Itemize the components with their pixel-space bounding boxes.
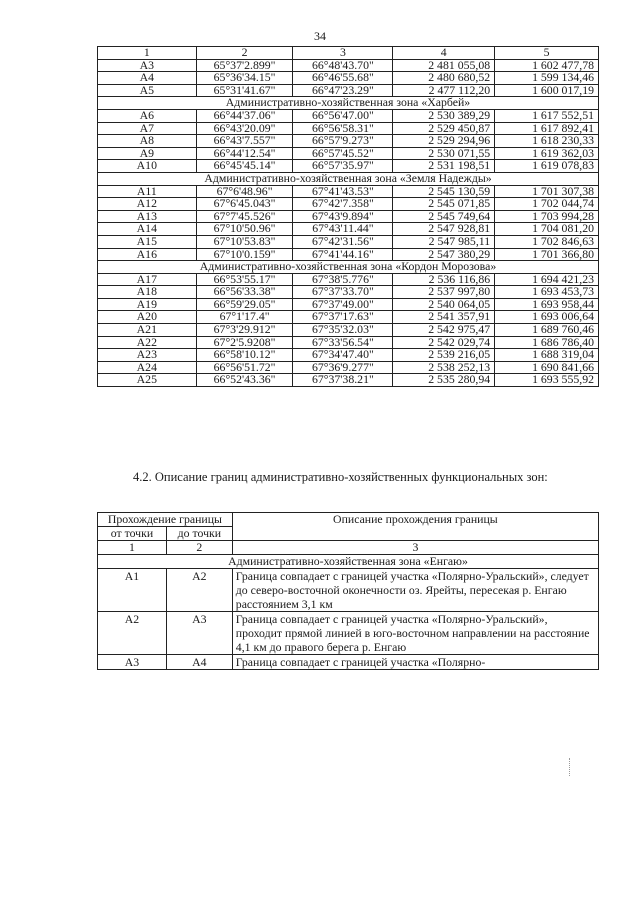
border-description: Граница совпадает с границей участка «Полярно-Уральский», следует до северо-восточной оконечности оз. Ярейты, пересекая р. Енгаю расстоянием 3,1 км xyxy=(232,569,598,612)
point-label: A17 xyxy=(98,273,197,286)
y-coordinate: 1 693 555,92 xyxy=(495,374,599,387)
longitude: 67°41'44.16" xyxy=(293,248,393,261)
point-label: A13 xyxy=(98,210,197,223)
longitude: 67°43'11.44" xyxy=(293,223,393,236)
x-coordinate: 2 547 928,81 xyxy=(393,223,495,236)
y-coordinate: 1 702 044,74 xyxy=(495,198,599,211)
y-coordinate: 1 701 307,38 xyxy=(495,185,599,198)
latitude: 66°58'10.12" xyxy=(196,349,293,362)
x-coordinate: 2 540 064,05 xyxy=(393,298,495,311)
x-coordinate: 2 538 252,13 xyxy=(393,361,495,374)
section-heading: 4.2. Описание границ административно-хозяйственных функциональных зон: xyxy=(133,470,548,484)
latitude: 67°7'45.526" xyxy=(196,210,293,223)
border-description: Граница совпадает с границей участка «Полярно-Уральский», проходит прямой линией в юго-восточном направлении на расстояние 4,1 км до правого берега р. Енгаю xyxy=(232,612,598,655)
col-number: 2 xyxy=(166,541,232,555)
latitude: 67°10'0.159" xyxy=(196,248,293,261)
longitude: 66°48'43.70" xyxy=(293,59,393,72)
y-coordinate: 1 693 958,44 xyxy=(495,298,599,311)
x-coordinate: 2 547 380,29 xyxy=(393,248,495,261)
col-number: 3 xyxy=(232,541,598,555)
latitude: 66°52'43.36" xyxy=(196,374,293,387)
point-label: A12 xyxy=(98,198,197,211)
x-coordinate: 2 529 450,87 xyxy=(393,122,495,135)
point-label: A8 xyxy=(98,135,197,148)
longitude: 67°42'7.358" xyxy=(293,198,393,211)
coordinates-table xyxy=(97,46,599,387)
header-description: Описание прохождения границы xyxy=(232,513,598,541)
to-point: A4 xyxy=(166,655,232,670)
x-coordinate: 2 530 071,55 xyxy=(393,147,495,160)
y-coordinate: 1 617 552,51 xyxy=(495,109,599,122)
column-number: 1 xyxy=(98,47,197,60)
x-coordinate: 2 477 112,20 xyxy=(393,84,495,97)
table-row xyxy=(98,569,599,612)
from-point: A2 xyxy=(98,612,167,655)
y-coordinate: 1 619 362,03 xyxy=(495,147,599,160)
table-row xyxy=(98,612,599,655)
latitude: 66°43'7.557" xyxy=(196,135,293,148)
point-label: A4 xyxy=(98,72,197,85)
y-coordinate: 1 701 366,80 xyxy=(495,248,599,261)
longitude: 67°42'31.56" xyxy=(293,235,393,248)
latitude: 67°6'45.043" xyxy=(196,198,293,211)
longitude: 66°57'45.52" xyxy=(293,147,393,160)
x-coordinate: 2 545 749,64 xyxy=(393,210,495,223)
point-label: A11 xyxy=(98,185,197,198)
x-coordinate: 2 541 357,91 xyxy=(393,311,495,324)
latitude: 67°1'17.4" xyxy=(196,311,293,324)
longitude: 67°37'38.21" xyxy=(293,374,393,387)
point-label: A16 xyxy=(98,248,197,261)
table-row xyxy=(98,655,599,670)
longitude: 66°57'35.97" xyxy=(293,160,393,173)
latitude: 66°44'12.54" xyxy=(196,147,293,160)
zone-title: Административно-хозяйственная зона «Харбей» xyxy=(98,97,599,110)
header-to-point: до точки xyxy=(166,527,232,541)
point-label: A23 xyxy=(98,349,197,362)
y-coordinate: 1 602 477,78 xyxy=(495,59,599,72)
border-table-header-row xyxy=(98,513,599,527)
y-coordinate: 1 694 421,23 xyxy=(495,273,599,286)
y-coordinate: 1 690 841,66 xyxy=(495,361,599,374)
latitude: 67°3'29.912" xyxy=(196,324,293,337)
from-point: A3 xyxy=(98,655,167,670)
y-coordinate: 1 688 319,04 xyxy=(495,349,599,362)
longitude: 66°46'55.68" xyxy=(293,72,393,85)
point-label: A3 xyxy=(98,59,197,72)
column-number: 5 xyxy=(495,47,599,60)
zone-title-row xyxy=(98,555,599,569)
x-coordinate: 2 542 975,47 xyxy=(393,324,495,337)
x-coordinate: 2 530 389,29 xyxy=(393,109,495,122)
point-label: A19 xyxy=(98,298,197,311)
point-label: A5 xyxy=(98,84,197,97)
longitude: 67°41'43.53" xyxy=(293,185,393,198)
y-coordinate: 1 693 006,64 xyxy=(495,311,599,324)
y-coordinate: 1 704 081,20 xyxy=(495,223,599,236)
header-from-point: от точки xyxy=(98,527,167,541)
column-number: 4 xyxy=(393,47,495,60)
point-label: A22 xyxy=(98,336,197,349)
border-description: Граница совпадает с границей участка «Полярно- xyxy=(232,655,598,670)
x-coordinate: 2 481 055,08 xyxy=(393,59,495,72)
y-coordinate: 1 600 017,19 xyxy=(495,84,599,97)
latitude: 66°56'33.38" xyxy=(196,286,293,299)
y-coordinate: 1 619 078,83 xyxy=(495,160,599,173)
longitude: 67°36'9.277" xyxy=(293,361,393,374)
point-label: A9 xyxy=(98,147,197,160)
point-label: A18 xyxy=(98,286,197,299)
page-number: 34 xyxy=(314,29,326,43)
latitude: 66°43'20.09" xyxy=(196,122,293,135)
longitude: 67°35'32.03" xyxy=(293,324,393,337)
x-coordinate: 2 536 116,86 xyxy=(393,273,495,286)
x-coordinate: 2 537 997,80 xyxy=(393,286,495,299)
point-label: A25 xyxy=(98,374,197,387)
longitude: 67°37'33.70" xyxy=(293,286,393,299)
zone-title: Административно-хозяйственная зона «Земля Надежды» xyxy=(98,172,599,185)
point-label: A6 xyxy=(98,109,197,122)
latitude: 67°2'5.9208" xyxy=(196,336,293,349)
header-passage: Прохождение границы xyxy=(98,513,233,527)
y-coordinate: 1 702 846,63 xyxy=(495,235,599,248)
margin-mark xyxy=(569,758,572,776)
x-coordinate: 2 539 216,05 xyxy=(393,349,495,362)
x-coordinate: 2 480 680,52 xyxy=(393,72,495,85)
longitude: 66°56'58.31" xyxy=(293,122,393,135)
zone-title: Административно-хозяйственная зона «Кордон Морозова» xyxy=(98,261,599,274)
y-coordinate: 1 686 786,40 xyxy=(495,336,599,349)
point-label: A24 xyxy=(98,361,197,374)
x-coordinate: 2 531 198,51 xyxy=(393,160,495,173)
border-table-number-row xyxy=(98,541,599,555)
y-coordinate: 1 693 453,73 xyxy=(495,286,599,299)
x-coordinate: 2 529 294,96 xyxy=(393,135,495,148)
zone-title: Административно-хозяйственная зона «Енгаю» xyxy=(98,555,599,569)
latitude: 67°10'53.83" xyxy=(196,235,293,248)
to-point: A2 xyxy=(166,569,232,612)
from-point: A1 xyxy=(98,569,167,612)
latitude: 65°37'2.899" xyxy=(196,59,293,72)
latitude: 66°59'29.05" xyxy=(196,298,293,311)
longitude: 67°38'5.776" xyxy=(293,273,393,286)
x-coordinate: 2 535 280,94 xyxy=(393,374,495,387)
longitude: 66°56'47.00" xyxy=(293,109,393,122)
y-coordinate: 1 599 134,46 xyxy=(495,72,599,85)
point-label: A15 xyxy=(98,235,197,248)
x-coordinate: 2 545 130,59 xyxy=(393,185,495,198)
point-label: A10 xyxy=(98,160,197,173)
x-coordinate: 2 545 071,85 xyxy=(393,198,495,211)
point-label: A21 xyxy=(98,324,197,337)
to-point: A3 xyxy=(166,612,232,655)
latitude: 67°10'50.96" xyxy=(196,223,293,236)
longitude: 67°37'17.63" xyxy=(293,311,393,324)
column-number: 3 xyxy=(293,47,393,60)
col-number: 1 xyxy=(98,541,167,555)
point-label: A14 xyxy=(98,223,197,236)
x-coordinate: 2 547 985,11 xyxy=(393,235,495,248)
x-coordinate: 2 542 029,74 xyxy=(393,336,495,349)
longitude: 66°57'9.273" xyxy=(293,135,393,148)
longitude: 67°33'56.54" xyxy=(293,336,393,349)
y-coordinate: 1 689 760,46 xyxy=(495,324,599,337)
latitude: 65°36'34.15" xyxy=(196,72,293,85)
point-label: A20 xyxy=(98,311,197,324)
longitude: 67°43'9.894" xyxy=(293,210,393,223)
latitude: 67°6'48.96" xyxy=(196,185,293,198)
latitude: 66°53'55.17" xyxy=(196,273,293,286)
border-description-table xyxy=(97,512,599,670)
table-row xyxy=(98,374,599,387)
latitude: 66°56'51.72" xyxy=(196,361,293,374)
latitude: 65°31'41.67" xyxy=(196,84,293,97)
longitude: 66°47'23.29" xyxy=(293,84,393,97)
longitude: 67°37'49.00" xyxy=(293,298,393,311)
y-coordinate: 1 618 230,33 xyxy=(495,135,599,148)
latitude: 66°44'37.06" xyxy=(196,109,293,122)
latitude: 66°45'45.14" xyxy=(196,160,293,173)
y-coordinate: 1 703 994,28 xyxy=(495,210,599,223)
y-coordinate: 1 617 892,41 xyxy=(495,122,599,135)
column-number: 2 xyxy=(196,47,293,60)
longitude: 67°34'47.40" xyxy=(293,349,393,362)
point-label: A7 xyxy=(98,122,197,135)
